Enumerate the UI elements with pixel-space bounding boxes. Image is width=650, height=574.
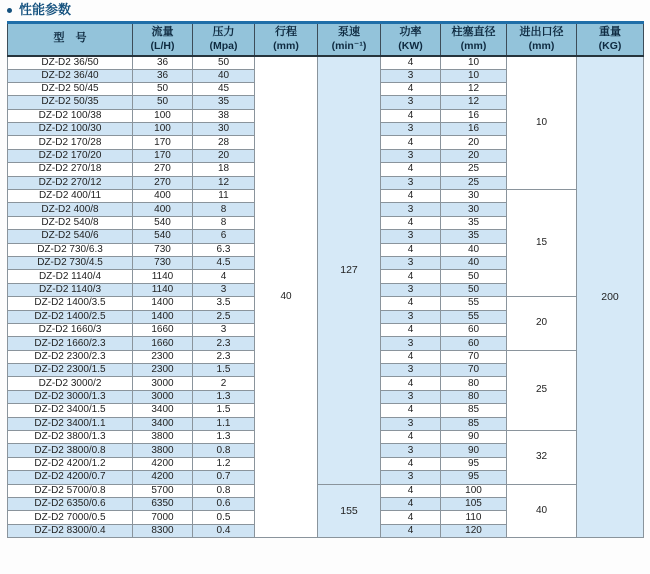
plunger-cell: 30 (441, 190, 507, 203)
flow-cell: 1140 (133, 270, 193, 283)
header-power-unit: (KW) (398, 39, 423, 52)
plunger-cell: 105 (441, 498, 507, 511)
plunger-cell: 60 (441, 323, 507, 336)
flow-cell: 5700 (133, 484, 193, 497)
plunger-cell: 20 (441, 136, 507, 149)
plunger-cell: 25 (441, 176, 507, 189)
model-cell: DZ-D2 50/45 (8, 82, 133, 95)
header-model-label: 型 号 (53, 32, 87, 45)
model-cell: DZ-D2 4200/0.7 (8, 471, 133, 484)
port-cell: 32 (507, 431, 577, 485)
flow-cell: 170 (133, 136, 193, 149)
flow-cell: 730 (133, 243, 193, 256)
model-cell: DZ-D2 400/8 (8, 203, 133, 216)
plunger-cell: 90 (441, 444, 507, 457)
pressure-cell: 1.3 (193, 431, 255, 444)
power-cell: 4 (381, 431, 441, 444)
header-flow-unit: (L/H) (150, 39, 175, 52)
flow-cell: 4200 (133, 457, 193, 470)
power-cell: 3 (381, 230, 441, 243)
header-pump-speed-unit: (min⁻¹) (331, 39, 367, 52)
plunger-cell: 100 (441, 484, 507, 497)
flow-cell: 540 (133, 216, 193, 229)
power-cell: 3 (381, 364, 441, 377)
power-cell: 3 (381, 123, 441, 136)
model-cell: DZ-D2 540/6 (8, 230, 133, 243)
power-cell: 3 (381, 69, 441, 82)
flow-cell: 730 (133, 256, 193, 269)
model-cell: DZ-D2 730/6.3 (8, 243, 133, 256)
power-cell: 4 (381, 524, 441, 537)
power-cell: 4 (381, 243, 441, 256)
port-cell: 40 (507, 484, 577, 538)
plunger-cell: 95 (441, 471, 507, 484)
pressure-cell: 38 (193, 109, 255, 122)
pressure-cell: 0.7 (193, 471, 255, 484)
pressure-cell: 18 (193, 163, 255, 176)
pressure-cell: 0.8 (193, 444, 255, 457)
pressure-cell: 4 (193, 270, 255, 283)
plunger-cell: 20 (441, 149, 507, 162)
flow-cell: 270 (133, 163, 193, 176)
model-cell: DZ-D2 270/12 (8, 176, 133, 189)
plunger-cell: 85 (441, 417, 507, 430)
model-cell: DZ-D2 2300/1.5 (8, 364, 133, 377)
model-cell: DZ-D2 1140/3 (8, 283, 133, 296)
performance-table (7, 21, 644, 538)
model-cell: DZ-D2 100/30 (8, 123, 133, 136)
flow-cell: 3800 (133, 444, 193, 457)
pressure-cell: 1.5 (193, 404, 255, 417)
speed-cell: 127 (318, 56, 381, 485)
flow-cell: 4200 (133, 471, 193, 484)
model-cell: DZ-D2 3000/1.3 (8, 390, 133, 403)
pressure-cell: 20 (193, 149, 255, 162)
plunger-cell: 16 (441, 109, 507, 122)
power-cell: 4 (381, 457, 441, 470)
header-port-diameter (507, 23, 577, 56)
table-row (8, 484, 644, 497)
pressure-cell: 6.3 (193, 243, 255, 256)
header-weight-unit: (KG) (598, 39, 622, 52)
flow-cell: 100 (133, 109, 193, 122)
pressure-cell: 8 (193, 203, 255, 216)
flow-cell: 6350 (133, 498, 193, 511)
header-plunger-diameter (441, 23, 507, 56)
power-cell: 3 (381, 337, 441, 350)
flow-cell: 2300 (133, 350, 193, 363)
flow-cell: 1400 (133, 297, 193, 310)
plunger-cell: 70 (441, 350, 507, 363)
pressure-cell: 11 (193, 190, 255, 203)
flow-cell: 3400 (133, 417, 193, 430)
plunger-cell: 35 (441, 216, 507, 229)
power-cell: 4 (381, 377, 441, 390)
pressure-cell: 28 (193, 136, 255, 149)
pressure-cell: 2.5 (193, 310, 255, 323)
plunger-cell: 55 (441, 297, 507, 310)
pressure-cell: 2.3 (193, 350, 255, 363)
plunger-cell: 10 (441, 56, 507, 70)
model-cell: DZ-D2 3800/1.3 (8, 431, 133, 444)
flow-cell: 1660 (133, 323, 193, 336)
model-cell: DZ-D2 1660/2.3 (8, 337, 133, 350)
flow-cell: 1400 (133, 310, 193, 323)
header-plunger-diameter-unit: (mm) (460, 39, 487, 52)
pressure-cell: 8 (193, 216, 255, 229)
power-cell: 4 (381, 216, 441, 229)
table-header (8, 23, 644, 56)
power-cell: 3 (381, 471, 441, 484)
model-cell: DZ-D2 170/28 (8, 136, 133, 149)
model-cell: DZ-D2 1140/4 (8, 270, 133, 283)
plunger-cell: 25 (441, 163, 507, 176)
header-model (8, 23, 133, 56)
stroke-cell: 40 (255, 56, 318, 538)
model-cell: DZ-D2 170/20 (8, 149, 133, 162)
flow-cell: 50 (133, 96, 193, 109)
pressure-cell: 0.5 (193, 511, 255, 524)
flow-cell: 3000 (133, 390, 193, 403)
section-title (0, 0, 650, 21)
model-cell: DZ-D2 3000/2 (8, 377, 133, 390)
flow-cell: 7000 (133, 511, 193, 524)
pressure-cell: 2 (193, 377, 255, 390)
plunger-cell: 50 (441, 270, 507, 283)
power-cell: 4 (381, 511, 441, 524)
plunger-cell: 80 (441, 377, 507, 390)
power-cell: 4 (381, 109, 441, 122)
bullet-icon (7, 8, 12, 13)
flow-cell: 400 (133, 203, 193, 216)
plunger-cell: 12 (441, 96, 507, 109)
header-row (8, 23, 644, 56)
model-cell: DZ-D2 1660/3 (8, 323, 133, 336)
power-cell: 4 (381, 82, 441, 95)
header-port-diameter-unit: (mm) (528, 39, 555, 52)
port-cell: 15 (507, 190, 577, 297)
header-flow (133, 23, 193, 56)
model-cell: DZ-D2 3800/0.8 (8, 444, 133, 457)
model-cell: DZ-D2 1400/3.5 (8, 297, 133, 310)
model-cell: DZ-D2 50/35 (8, 96, 133, 109)
pressure-cell: 1.1 (193, 417, 255, 430)
plunger-cell: 120 (441, 524, 507, 537)
model-cell: DZ-D2 540/8 (8, 216, 133, 229)
power-cell: 3 (381, 96, 441, 109)
model-cell: DZ-D2 3400/1.1 (8, 417, 133, 430)
pressure-cell: 0.4 (193, 524, 255, 537)
model-cell: DZ-D2 270/18 (8, 163, 133, 176)
header-pressure-label: 压力 (212, 25, 235, 38)
power-cell: 3 (381, 417, 441, 430)
power-cell: 3 (381, 203, 441, 216)
plunger-cell: 10 (441, 69, 507, 82)
header-plunger-diameter-label: 柱塞直径 (451, 25, 496, 38)
pressure-cell: 40 (193, 69, 255, 82)
table-row (8, 56, 644, 70)
power-cell: 3 (381, 310, 441, 323)
header-pressure (193, 23, 255, 56)
header-flow-label: 流量 (151, 25, 174, 38)
section-title-text: 性能参数 (19, 2, 72, 17)
power-cell: 3 (381, 444, 441, 457)
plunger-cell: 90 (441, 431, 507, 444)
power-cell: 4 (381, 498, 441, 511)
model-cell: DZ-D2 2300/2.3 (8, 350, 133, 363)
pressure-cell: 35 (193, 96, 255, 109)
header-pump-speed-label: 泵速 (338, 25, 360, 38)
plunger-cell: 95 (441, 457, 507, 470)
pressure-cell: 6 (193, 230, 255, 243)
plunger-cell: 70 (441, 364, 507, 377)
header-stroke-unit: (mm) (273, 39, 299, 52)
pressure-cell: 1.5 (193, 364, 255, 377)
power-cell: 3 (381, 176, 441, 189)
model-cell: DZ-D2 100/38 (8, 109, 133, 122)
pressure-cell: 3 (193, 283, 255, 296)
model-cell: DZ-D2 8300/0.4 (8, 524, 133, 537)
pressure-cell: 2.3 (193, 337, 255, 350)
plunger-cell: 40 (441, 243, 507, 256)
plunger-cell: 80 (441, 390, 507, 403)
weight-cell: 200 (577, 56, 644, 538)
power-cell: 3 (381, 256, 441, 269)
flow-cell: 100 (133, 123, 193, 136)
plunger-cell: 50 (441, 283, 507, 296)
pressure-cell: 1.2 (193, 457, 255, 470)
plunger-cell: 60 (441, 337, 507, 350)
plunger-cell: 35 (441, 230, 507, 243)
power-cell: 4 (381, 323, 441, 336)
flow-cell: 1660 (133, 337, 193, 350)
plunger-cell: 30 (441, 203, 507, 216)
port-cell: 10 (507, 56, 577, 190)
flow-cell: 540 (133, 230, 193, 243)
flow-cell: 170 (133, 149, 193, 162)
model-cell: DZ-D2 6350/0.6 (8, 498, 133, 511)
plunger-cell: 12 (441, 82, 507, 95)
power-cell: 3 (381, 390, 441, 403)
port-cell: 20 (507, 297, 577, 351)
flow-cell: 36 (133, 69, 193, 82)
pressure-cell: 3.5 (193, 297, 255, 310)
speed-cell: 155 (318, 484, 381, 538)
pressure-cell: 30 (193, 123, 255, 136)
power-cell: 4 (381, 56, 441, 70)
power-cell: 4 (381, 484, 441, 497)
header-port-diameter-label: 进出口径 (519, 25, 564, 38)
pressure-cell: 12 (193, 176, 255, 189)
flow-cell: 270 (133, 176, 193, 189)
header-pressure-unit: (Mpa) (209, 39, 238, 52)
pressure-cell: 50 (193, 56, 255, 70)
model-cell: DZ-D2 400/11 (8, 190, 133, 203)
header-pump-speed (318, 23, 381, 56)
table-body (8, 56, 644, 538)
header-power (381, 23, 441, 56)
model-cell: DZ-D2 36/50 (8, 56, 133, 70)
power-cell: 4 (381, 404, 441, 417)
flow-cell: 1140 (133, 283, 193, 296)
flow-cell: 3800 (133, 431, 193, 444)
model-cell: DZ-D2 4200/1.2 (8, 457, 133, 470)
flow-cell: 3000 (133, 377, 193, 390)
pressure-cell: 0.6 (193, 498, 255, 511)
flow-cell: 2300 (133, 364, 193, 377)
power-cell: 3 (381, 149, 441, 162)
plunger-cell: 16 (441, 123, 507, 136)
power-cell: 4 (381, 136, 441, 149)
port-cell: 25 (507, 350, 577, 430)
flow-cell: 3400 (133, 404, 193, 417)
plunger-cell: 40 (441, 256, 507, 269)
flow-cell: 50 (133, 82, 193, 95)
header-weight (577, 23, 644, 56)
model-cell: DZ-D2 5700/0.8 (8, 484, 133, 497)
header-power-label: 功率 (399, 25, 422, 38)
plunger-cell: 110 (441, 511, 507, 524)
plunger-cell: 55 (441, 310, 507, 323)
flow-cell: 8300 (133, 524, 193, 537)
flow-cell: 400 (133, 190, 193, 203)
header-stroke-label: 行程 (275, 25, 297, 38)
model-cell: DZ-D2 1400/2.5 (8, 310, 133, 323)
model-cell: DZ-D2 730/4.5 (8, 256, 133, 269)
power-cell: 4 (381, 297, 441, 310)
power-cell: 4 (381, 163, 441, 176)
pressure-cell: 4.5 (193, 256, 255, 269)
pressure-cell: 45 (193, 82, 255, 95)
header-stroke (255, 23, 318, 56)
power-cell: 3 (381, 283, 441, 296)
plunger-cell: 85 (441, 404, 507, 417)
header-weight-label: 重量 (599, 25, 621, 38)
model-cell: DZ-D2 7000/0.5 (8, 511, 133, 524)
model-cell: DZ-D2 36/40 (8, 69, 133, 82)
model-cell: DZ-D2 3400/1.5 (8, 404, 133, 417)
power-cell: 4 (381, 190, 441, 203)
pressure-cell: 1.3 (193, 390, 255, 403)
power-cell: 4 (381, 350, 441, 363)
power-cell: 4 (381, 270, 441, 283)
pressure-cell: 3 (193, 323, 255, 336)
flow-cell: 36 (133, 56, 193, 70)
pressure-cell: 0.8 (193, 484, 255, 497)
